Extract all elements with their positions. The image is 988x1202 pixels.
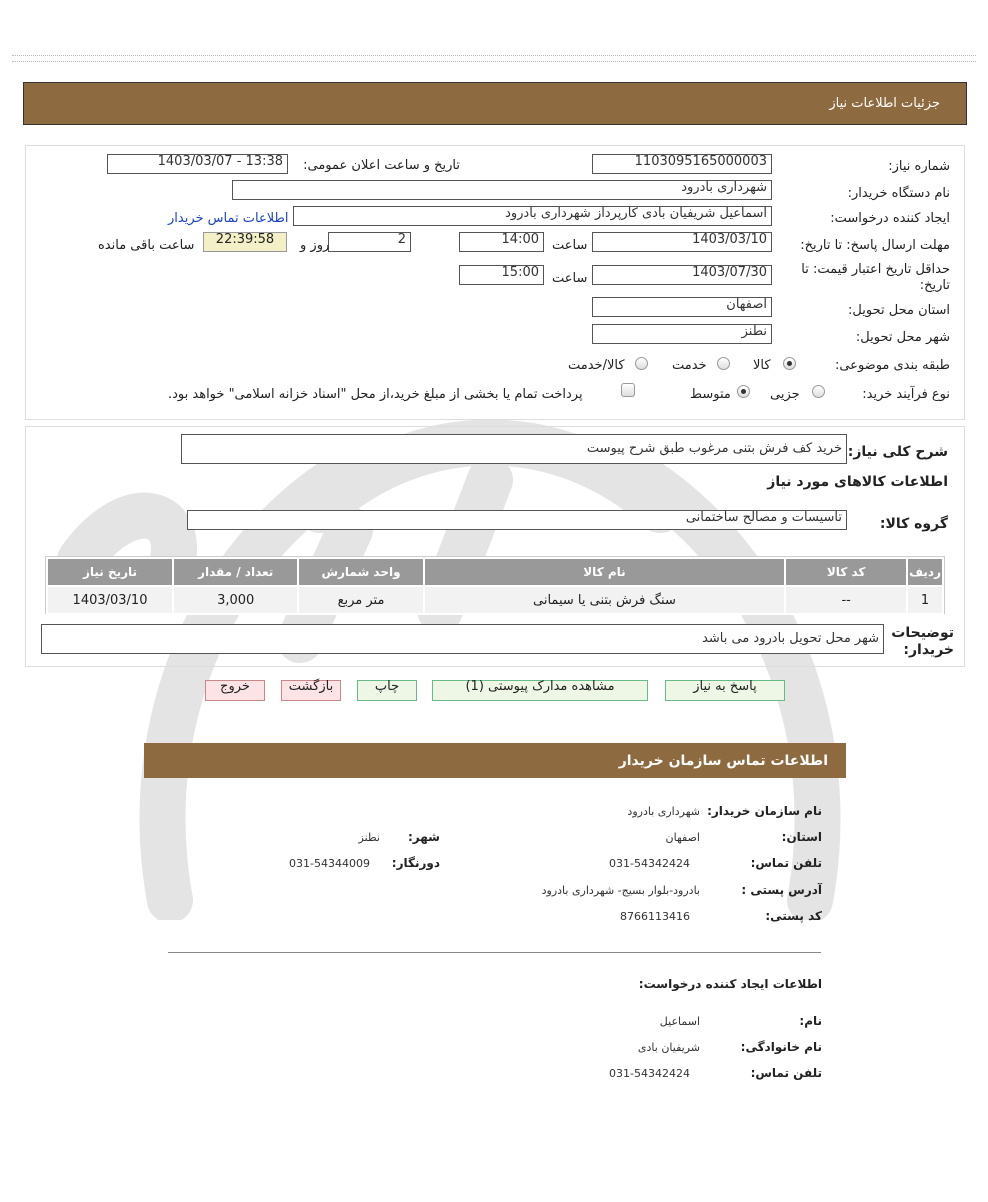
- items-table: [46, 557, 944, 615]
- category-label: طبقه بندی موضوعی:: [834, 358, 950, 373]
- contact-postal-label: کد پستی:: [765, 909, 822, 923]
- purchase-radio-minor[interactable]: [812, 385, 825, 398]
- cell-code: --: [785, 586, 907, 614]
- announce-label: تاریخ و ساعت اعلان عمومی:: [303, 158, 460, 173]
- col-row: ردیف: [907, 558, 943, 586]
- req-phone-label: تلفن تماس:: [750, 1066, 822, 1080]
- city-label: شهر محل تحویل:: [855, 330, 950, 345]
- requester-info-title: اطلاعات ایجاد کننده درخواست:: [638, 977, 822, 991]
- purchase-radio-medium[interactable]: [737, 385, 750, 398]
- announce-field: 1403/03/07 - 13:38: [107, 154, 288, 174]
- days-field: 2: [328, 232, 411, 252]
- contact-address-label: آدرس پستی :: [741, 883, 822, 897]
- summary-label: شرح کلی نیاز:: [847, 444, 948, 460]
- col-code: کد کالا: [785, 558, 907, 586]
- requester-field: اسماعیل شریفیان بادی کارپرداز شهرداری بادرود: [293, 206, 772, 226]
- province-label: استان محل تحویل:: [848, 303, 950, 318]
- req-first-name-value: اسماعیل: [659, 1015, 700, 1028]
- buyer-notes-field: شهر محل تحویل بادرود می باشد: [41, 624, 884, 654]
- cell-qty: 3,000: [173, 586, 298, 614]
- table-row: [47, 586, 943, 614]
- remaining-time: 22:39:58: [203, 232, 287, 252]
- cell-date: 1403/03/10: [47, 586, 173, 614]
- contact-city-value: نطنز: [358, 831, 380, 844]
- province-field: اصفهان: [592, 297, 772, 317]
- reply-button[interactable]: پاسخ به نیاز: [665, 680, 785, 701]
- days-label: روز و: [300, 238, 330, 253]
- col-unit: واحد شمارش: [298, 558, 423, 586]
- items-table-header: [47, 558, 943, 586]
- summary-field: خرید کف فرش بتنی مرغوب طبق شرح پیوست: [181, 434, 847, 464]
- category-radio-goods[interactable]: [783, 357, 796, 370]
- goods-info-title: اطلاعات کالاهای مورد نیاز: [767, 474, 948, 490]
- deadline-time-field: 14:00: [459, 232, 544, 252]
- contact-fax-value: 031-54344009: [289, 857, 370, 870]
- category-option-goods: کالا: [753, 358, 771, 373]
- need-number-label: شماره نیاز:: [888, 159, 950, 174]
- contact-phone-label: تلفن تماس:: [750, 856, 822, 870]
- category-option-both: کالا/خدمت: [568, 358, 625, 373]
- contact-title: اطلاعات تماس سازمان خریدار: [618, 753, 828, 769]
- contact-province-label: استان:: [781, 830, 822, 844]
- org-name-value: شهرداری بادرود: [627, 805, 700, 818]
- goods-group-label: گروه کالا:: [879, 516, 948, 532]
- purchase-option-medium: متوسط: [690, 387, 731, 402]
- category-radio-both[interactable]: [635, 357, 648, 370]
- req-last-name-label: نام خانوادگی:: [740, 1040, 822, 1054]
- deadline-time-label: ساعت: [552, 238, 588, 253]
- buyer-org-field: شهرداری بادرود: [232, 180, 772, 200]
- contact-header: [144, 743, 846, 778]
- req-last-name-value: شریفیان بادی: [637, 1041, 700, 1054]
- deadline-label: مهلت ارسال پاسخ: تا تاریخ:: [800, 238, 950, 253]
- cell-name: سنگ فرش بتنی یا سیمانی: [424, 586, 785, 614]
- category-option-service: خدمت: [672, 358, 707, 373]
- contact-city-label: شهر:: [408, 830, 440, 844]
- col-name: نام کالا: [424, 558, 785, 586]
- payment-note: پرداخت تمام یا بخشی از مبلغ خرید،از محل "اسناد خزانه اسلامی" خواهد بود.: [168, 387, 583, 402]
- items-table-frame: [45, 556, 945, 614]
- req-phone-value: 031-54342424: [609, 1067, 690, 1080]
- print-button[interactable]: چاپ: [357, 680, 417, 701]
- price-validity-label: حداقل تاریخ اعتبار قیمت: تا تاریخ:: [801, 262, 950, 293]
- goods-group-field: تاسیسات و مصالح ساختمانی: [187, 510, 847, 530]
- contact-postal-value: 8766113416: [620, 910, 690, 923]
- col-qty: تعداد / مقدار: [173, 558, 298, 586]
- org-name-label: نام سازمان خریدار:: [707, 804, 822, 818]
- page-title: جزئیات اطلاعات نیاز: [829, 96, 940, 111]
- exit-button[interactable]: خروج: [205, 680, 265, 701]
- cell-row: 1: [907, 586, 943, 614]
- contact-fax-label: دورنگار:: [391, 856, 440, 870]
- price-validity-date-field: 1403/07/30: [592, 265, 772, 285]
- attachments-button[interactable]: مشاهده مدارک پیوستی (1): [432, 680, 648, 701]
- deadline-date-field: 1403/03/10: [592, 232, 772, 252]
- price-validity-time-field: 15:00: [459, 265, 544, 285]
- contact-province-value: اصفهان: [665, 831, 700, 844]
- contact-divider: [168, 952, 821, 953]
- purchase-type-label: نوع فرآیند خرید:: [862, 387, 950, 402]
- page-header: [23, 82, 967, 125]
- city-field: نطنز: [592, 324, 772, 344]
- contact-address-value: بادرود-بلوار بسیج- شهرداری بادرود: [541, 884, 700, 897]
- buyer-notes-label: توضیحات خریدار:: [891, 625, 954, 658]
- back-button[interactable]: بازگشت: [281, 680, 341, 701]
- col-date: تاریخ نیاز: [47, 558, 173, 586]
- category-radio-service[interactable]: [717, 357, 730, 370]
- price-validity-time-label: ساعت: [552, 271, 588, 286]
- remaining-label: ساعت باقی مانده: [98, 238, 195, 253]
- requester-label: ایجاد کننده درخواست:: [830, 211, 950, 226]
- top-divider: [12, 55, 976, 62]
- contact-phone-value: 031-54342424: [609, 857, 690, 870]
- req-first-name-label: نام:: [799, 1014, 822, 1028]
- treasury-checkbox[interactable]: [621, 383, 635, 397]
- need-number-field: 1103095165000003: [592, 154, 772, 174]
- cell-unit: متر مربع: [298, 586, 423, 614]
- buyer-contact-link[interactable]: اطلاعات تماس خریدار: [168, 211, 289, 226]
- purchase-option-minor: جزیی: [770, 387, 800, 402]
- buyer-org-label: نام دستگاه خریدار:: [847, 186, 950, 201]
